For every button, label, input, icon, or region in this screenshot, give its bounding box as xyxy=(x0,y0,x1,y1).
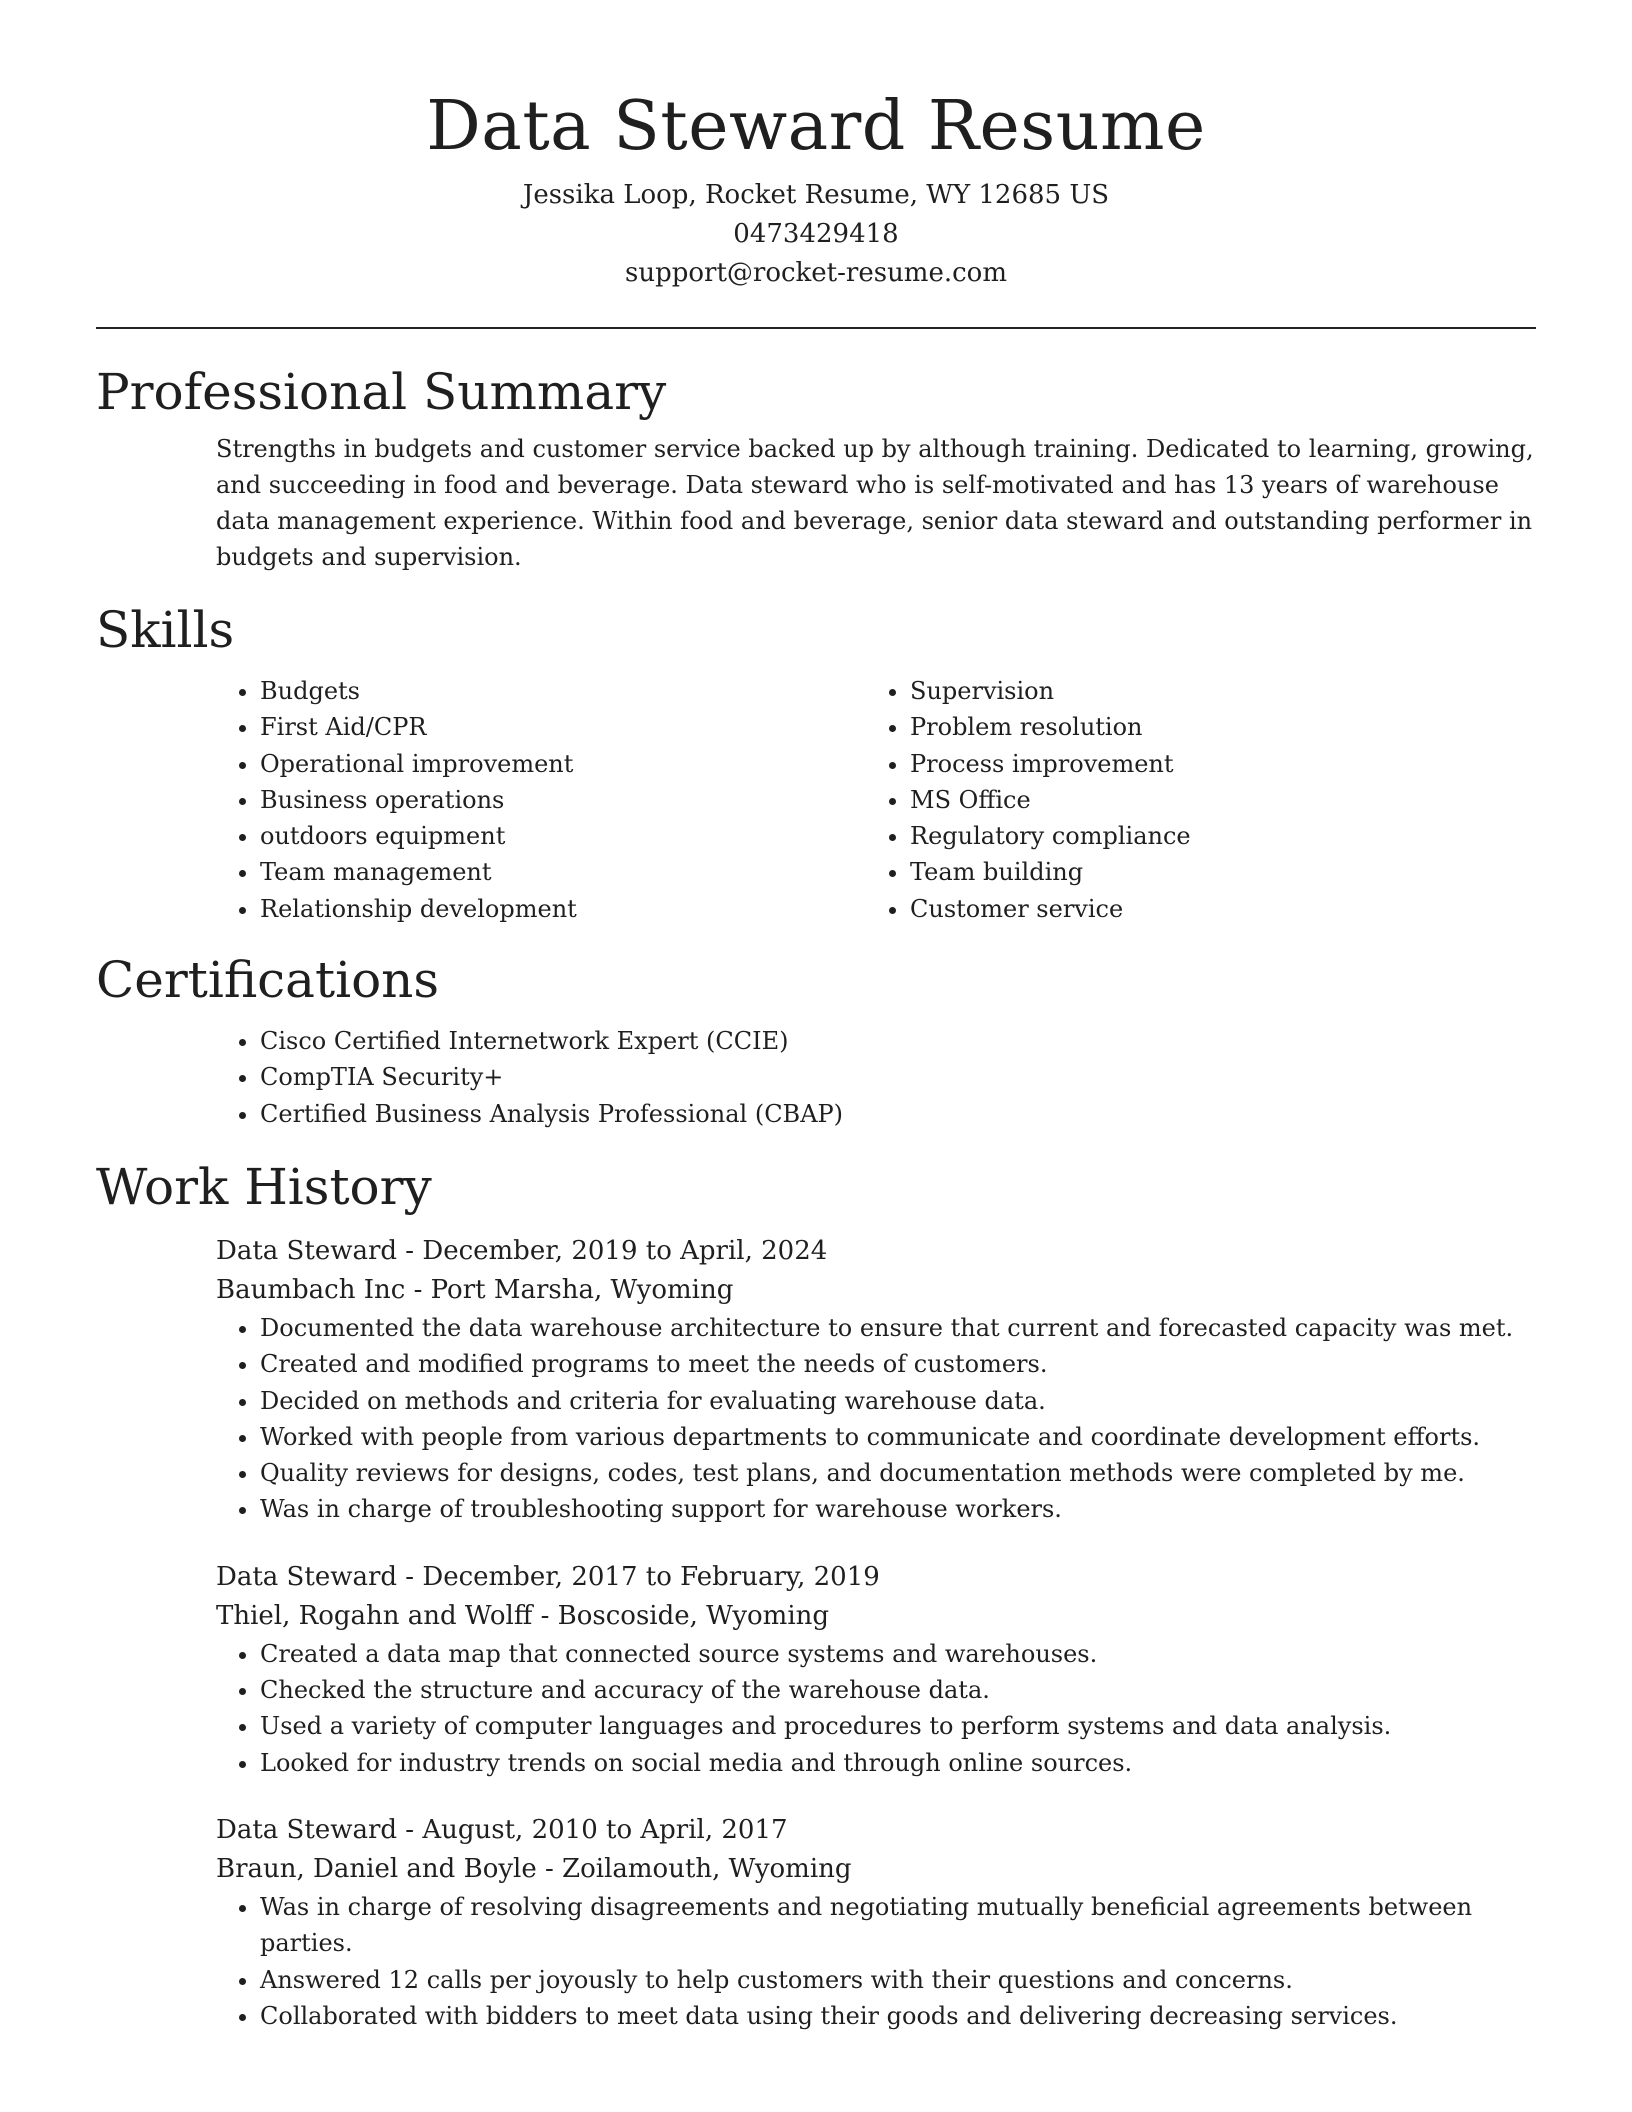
job-company: Braun, Daniel and Boyle - Zoilamouth, Wyoming xyxy=(216,1853,852,1884)
certifications-list xyxy=(216,1023,1536,1132)
skills-grid xyxy=(216,673,1536,927)
work-history-heading: Work History xyxy=(96,1157,432,1216)
skill-item: • Team building xyxy=(910,854,1516,890)
job-title: Data Steward - December, 2017 to February, 2019 xyxy=(216,1561,880,1592)
job-duty: • Decided on methods and criteria for evaluating warehouse data. xyxy=(260,1383,1536,1419)
job-duty: • Was in charge of resolving disagreements and negotiating mutually beneficial agreements between parties. xyxy=(260,1889,1536,1962)
contact-block xyxy=(96,176,1536,293)
job-duty: • Looked for industry trends on social media and through online sources. xyxy=(260,1745,1536,1781)
job-duty: • Quality reviews for designs, codes, test plans, and documentation methods were completed by me. xyxy=(260,1455,1536,1491)
job-company: Baumbach Inc - Port Marsha, Wyoming xyxy=(216,1274,734,1305)
skill-item: • MS Office xyxy=(910,782,1516,818)
summary-heading: Professional Summary xyxy=(96,363,667,421)
job-duty: • Documented the data warehouse architecture to ensure that current and forecasted capacity was met. xyxy=(260,1310,1536,1346)
certifications-block xyxy=(216,1023,1536,1132)
skill-item: • Team management xyxy=(260,854,866,890)
job-title: Data Steward - December, 2019 to April, 2024 xyxy=(216,1235,828,1266)
skill-item: • Budgets xyxy=(260,673,866,709)
skill-item: • outdoors equipment xyxy=(260,818,866,854)
resume-header xyxy=(96,0,1536,293)
job-duties-list xyxy=(216,1636,1536,1781)
skill-item: • Operational improvement xyxy=(260,746,866,782)
job-duties-list xyxy=(216,1889,1536,2034)
certification-item: • Certified Business Analysis Professional (CBAP) xyxy=(260,1096,1536,1132)
job-title: Data Steward - August, 2010 to April, 2017 xyxy=(216,1814,788,1845)
contact-address: Jessika Loop, Rocket Resume, WY 12685 US xyxy=(522,180,1110,210)
job-entry xyxy=(216,1232,1536,1528)
certification-item: • CompTIA Security+ xyxy=(260,1059,1536,1095)
contact-email: support@rocket-resume.com xyxy=(624,258,1007,288)
certifications-heading: Certifications xyxy=(96,951,440,1010)
resume-page xyxy=(96,0,1536,2034)
certification-item: • Cisco Certified Internetwork Expert (CCIE) xyxy=(260,1023,1536,1059)
job-entry xyxy=(216,1811,1536,2034)
job-company: Thiel, Rogahn and Wolff - Boscoside, Wyoming xyxy=(216,1600,830,1631)
skills-column-right xyxy=(866,673,1516,927)
skills-heading: Skills xyxy=(96,601,235,659)
job-duty: • Collaborated with bidders to meet data using their goods and delivering decreasing services. xyxy=(260,1998,1536,2034)
summary-text: Strengths in budgets and customer service backed up by although training. Dedicated to learning, growing, and succeeding in food and beverage. Data steward who is self-motivated and has 13 years of warehouse data management experience. Within food and beverage, senior data steward and outstanding performer in budgets and supervision. xyxy=(216,435,1534,571)
job-duty: • Used a variety of computer languages and procedures to perform systems and data analysis. xyxy=(260,1708,1536,1744)
skill-item: • Customer service xyxy=(910,891,1516,927)
skill-item: • Regulatory compliance xyxy=(910,818,1516,854)
skill-item: • Relationship development xyxy=(260,891,866,927)
skill-item: • First Aid/CPR xyxy=(260,709,866,745)
job-duty: • Created and modified programs to meet the needs of customers. xyxy=(260,1346,1536,1382)
skill-item: • Problem resolution xyxy=(910,709,1516,745)
skill-item: • Business operations xyxy=(260,782,866,818)
contact-phone: 0473429418 xyxy=(733,219,899,249)
job-duties-list xyxy=(216,1310,1536,1528)
job-duty: • Was in charge of troubleshooting support for warehouse workers. xyxy=(260,1491,1536,1527)
skills-column-left xyxy=(216,673,866,927)
job-duty: • Created a data map that connected source systems and warehouses. xyxy=(260,1636,1536,1672)
resume-title: Data Steward Resume xyxy=(426,87,1206,166)
job-duty: • Answered 12 calls per joyously to help customers with their questions and concerns. xyxy=(260,1962,1536,1998)
header-divider xyxy=(96,327,1536,329)
job-duty: • Worked with people from various departments to communicate and coordinate development efforts. xyxy=(260,1419,1536,1455)
skill-item: • Process improvement xyxy=(910,746,1516,782)
skills-list-right xyxy=(866,673,1516,927)
skill-item: • Supervision xyxy=(910,673,1516,709)
job-duty: • Checked the structure and accuracy of the warehouse data. xyxy=(260,1672,1536,1708)
job-entry xyxy=(216,1558,1536,1781)
skills-list-left xyxy=(216,673,866,927)
